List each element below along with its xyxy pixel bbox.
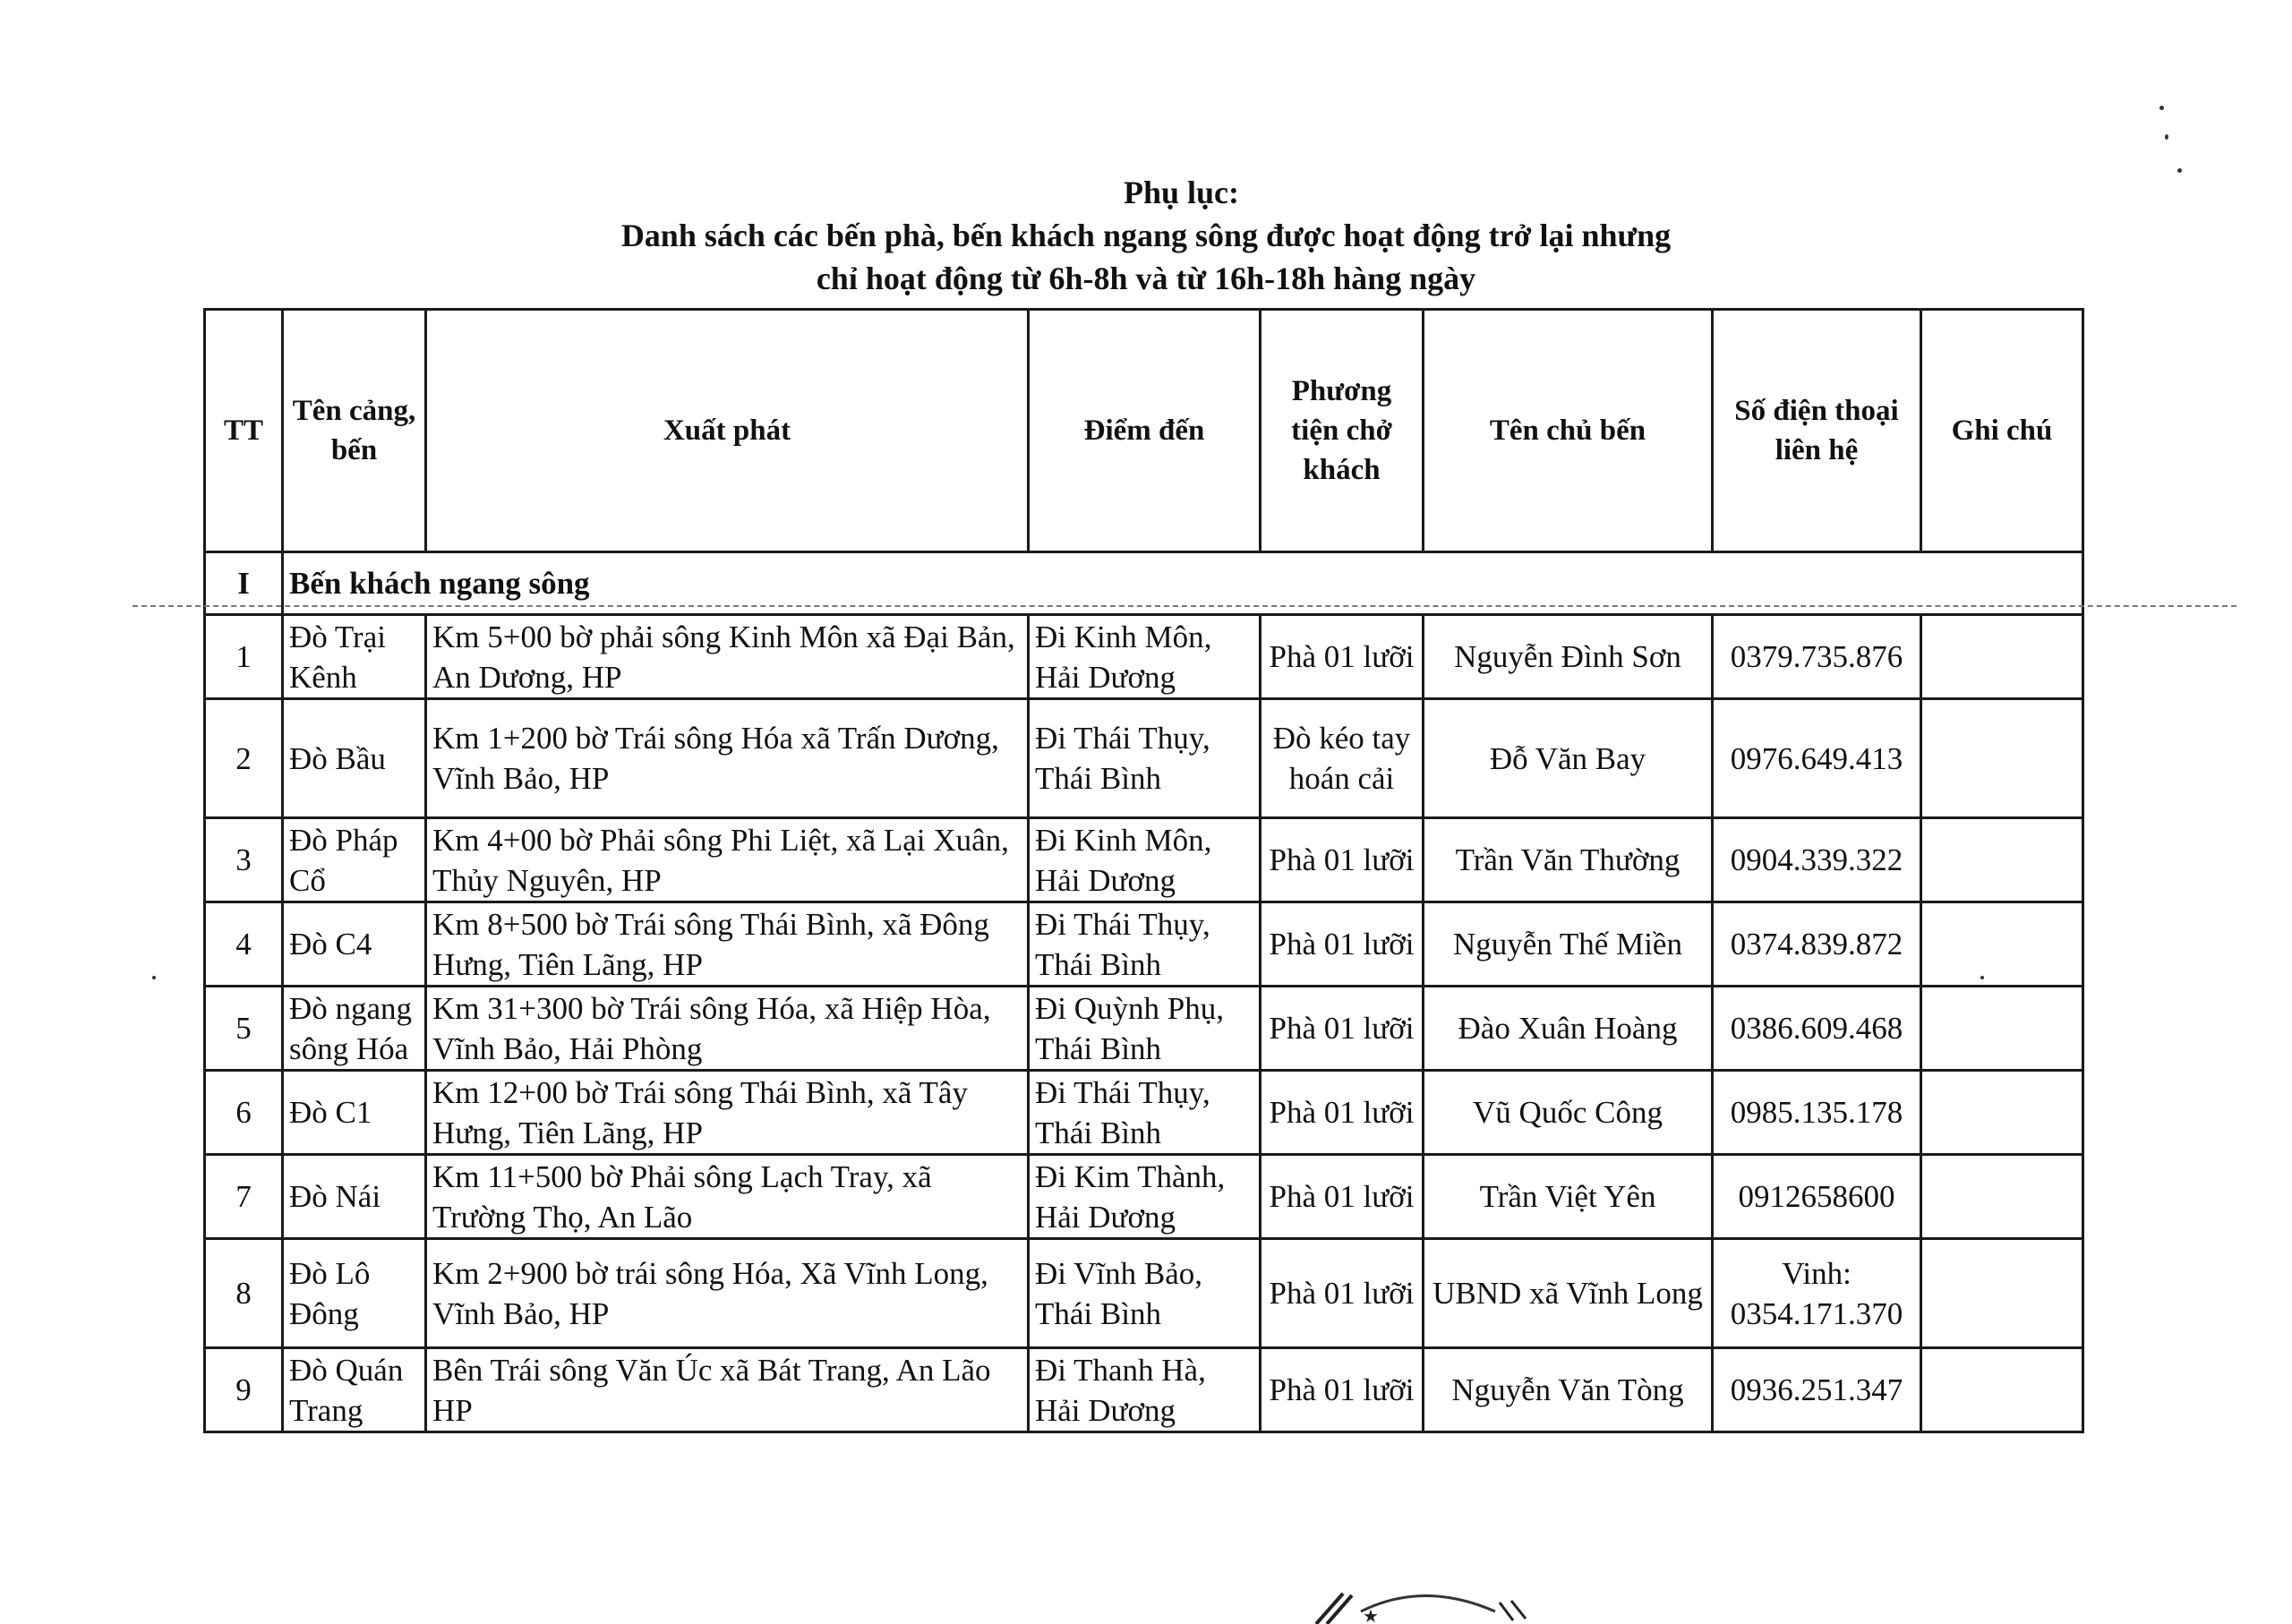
row-phone: 0379.735.876	[1713, 615, 1921, 699]
table-row	[205, 987, 2083, 1071]
row-note	[1921, 1239, 2083, 1348]
row-vehicle: Phà 01 lưỡi	[1261, 1239, 1424, 1348]
table-row	[205, 615, 2083, 699]
table-row	[205, 1239, 2083, 1348]
row-name: Đò Trại Kênh	[283, 615, 426, 699]
row-to: Đi Kinh Môn, Hải Dương	[1029, 818, 1261, 902]
row-owner: UBND xã Vĩnh Long	[1424, 1239, 1713, 1348]
section-label: Bến khách ngang sông	[283, 552, 2083, 615]
row-owner: Vũ Quốc Công	[1424, 1071, 1713, 1155]
row-tt: 5	[205, 987, 283, 1071]
row-owner: Trần Việt Yên	[1424, 1155, 1713, 1239]
scan-speck	[1980, 976, 1984, 979]
header-note: Ghi chú	[1921, 310, 2083, 552]
table-row	[205, 699, 2083, 818]
document-title: Danh sách các bến phà, bến khách ngang sông được hoạt động trở lại nhưng	[620, 218, 1672, 253]
section-number: I	[205, 552, 283, 615]
row-to: Đi Thanh Hà, Hải Dương	[1029, 1348, 1261, 1432]
row-name: Đò Pháp Cổ	[283, 818, 426, 902]
row-vehicle: Phà 01 lưỡi	[1261, 987, 1424, 1071]
document-subtitle: chỉ hoạt động từ 6h-8h và từ 16h-18h hàng ngày	[816, 261, 1476, 296]
row-to: Đi Vĩnh Bảo, Thái Bình	[1029, 1239, 1261, 1348]
appendix-label: Phụ lục:	[1124, 175, 1240, 210]
row-phone: 0976.649.413	[1713, 699, 1921, 818]
row-phone: 0936.251.347	[1713, 1348, 1921, 1432]
row-note	[1921, 818, 2083, 902]
scan-speck	[2159, 106, 2164, 110]
row-to: Đi Thái Thụy, Thái Bình	[1029, 699, 1261, 818]
row-owner: Nguyễn Văn Tòng	[1424, 1348, 1713, 1432]
header-name: Tên cảng, bến	[283, 310, 426, 552]
row-name: Đò C1	[283, 1071, 426, 1155]
scan-speck	[2165, 134, 2168, 140]
header-row	[205, 310, 2083, 552]
stamp-fragment-icon	[1307, 1576, 1540, 1624]
row-note	[1921, 699, 2083, 818]
row-phone: 0985.135.178	[1713, 1071, 1921, 1155]
row-tt: 7	[205, 1155, 283, 1239]
row-tt: 6	[205, 1071, 283, 1155]
row-phone: 0374.839.872	[1713, 902, 1921, 987]
table-row	[205, 1071, 2083, 1155]
row-from: Km 1+200 bờ Trái sông Hóa xã Trấn Dương, Vĩnh Bảo, HP	[426, 699, 1029, 818]
row-phone: Vinh: 0354.171.370	[1713, 1239, 1921, 1348]
row-name: Đò ngang sông Hóa	[283, 987, 426, 1071]
ferry-table	[203, 308, 2084, 1433]
row-vehicle: Phà 01 lưỡi	[1261, 818, 1424, 902]
row-from: Km 5+00 bờ phải sông Kinh Môn xã Đại Bản, An Dương, HP	[426, 615, 1029, 699]
row-name: Đò Nái	[283, 1155, 426, 1239]
header-to: Điểm đến	[1029, 310, 1261, 552]
row-tt: 4	[205, 902, 283, 987]
row-from: Km 8+500 bờ Trái sông Thái Bình, xã Đông Hưng, Tiên Lãng, HP	[426, 902, 1029, 987]
svg-text:★: ★	[1363, 1605, 1379, 1624]
table-row	[205, 1155, 2083, 1239]
table-row	[205, 1348, 2083, 1432]
row-owner: Nguyễn Thế Miền	[1424, 902, 1713, 987]
row-owner: Đỗ Văn Bay	[1424, 699, 1713, 818]
scan-speck	[2177, 168, 2182, 173]
row-from: Km 12+00 bờ Trái sông Thái Bình, xã Tây Hưng, Tiên Lãng, HP	[426, 1071, 1029, 1155]
row-phone: 0912658600	[1713, 1155, 1921, 1239]
row-to: Đi Quỳnh Phụ, Thái Bình	[1029, 987, 1261, 1071]
table-row	[205, 902, 2083, 987]
row-from: Km 11+500 bờ Phải sông Lạch Tray, xã Trường Thọ, An Lão	[426, 1155, 1029, 1239]
row-vehicle: Phà 01 lưỡi	[1261, 615, 1424, 699]
row-from: Bên Trái sông Văn Úc xã Bát Trang, An Lão HP	[426, 1348, 1029, 1432]
row-tt: 2	[205, 699, 283, 818]
header-phone: Số điện thoại liên hệ	[1713, 310, 1921, 552]
header-owner: Tên chủ bến	[1424, 310, 1713, 552]
row-to: Đi Kinh Môn, Hải Dương	[1029, 615, 1261, 699]
row-tt: 3	[205, 818, 283, 902]
row-tt: 1	[205, 615, 283, 699]
row-vehicle: Đò kéo tay hoán cải	[1261, 699, 1424, 818]
row-phone: 0386.609.468	[1713, 987, 1921, 1071]
row-note	[1921, 902, 2083, 987]
row-note	[1921, 987, 2083, 1071]
row-note	[1921, 1155, 2083, 1239]
row-owner: Đào Xuân Hoàng	[1424, 987, 1713, 1071]
row-tt: 9	[205, 1348, 283, 1432]
row-owner: Trần Văn Thường	[1424, 818, 1713, 902]
row-from: Km 4+00 bờ Phải sông Phi Liệt, xã Lại Xuân, Thủy Nguyên, HP	[426, 818, 1029, 902]
row-name: Đò Quán Trang	[283, 1348, 426, 1432]
header-from: Xuất phát	[426, 310, 1029, 552]
row-owner: Nguyễn Đình Sơn	[1424, 615, 1713, 699]
header-vehicle: Phương tiện chở khách	[1261, 310, 1424, 552]
row-note	[1921, 615, 2083, 699]
row-phone: 0904.339.322	[1713, 818, 1921, 902]
row-name: Đò C4	[283, 902, 426, 987]
row-from: Km 31+300 bờ Trái sông Hóa, xã Hiệp Hòa, Vĩnh Bảo, Hải Phòng	[426, 987, 1029, 1071]
row-vehicle: Phà 01 lưỡi	[1261, 1348, 1424, 1432]
row-vehicle: Phà 01 lưỡi	[1261, 902, 1424, 987]
header-tt: TT	[205, 310, 283, 552]
row-name: Đò Lô Đông	[283, 1239, 426, 1348]
row-note	[1921, 1348, 2083, 1432]
row-to: Đi Thái Thụy, Thái Bình	[1029, 1071, 1261, 1155]
row-vehicle: Phà 01 lưỡi	[1261, 1155, 1424, 1239]
scan-speck	[152, 976, 156, 979]
table-row	[205, 818, 2083, 902]
row-tt: 8	[205, 1239, 283, 1348]
row-vehicle: Phà 01 lưỡi	[1261, 1071, 1424, 1155]
scan-dashed-line	[133, 605, 2236, 607]
row-to: Đi Kim Thành, Hải Dương	[1029, 1155, 1261, 1239]
row-note	[1921, 1071, 2083, 1155]
row-to: Đi Thái Thụy, Thái Bình	[1029, 902, 1261, 987]
row-name: Đò Bầu	[283, 699, 426, 818]
row-from: Km 2+900 bờ trái sông Hóa, Xã Vĩnh Long, Vĩnh Bảo, HP	[426, 1239, 1029, 1348]
